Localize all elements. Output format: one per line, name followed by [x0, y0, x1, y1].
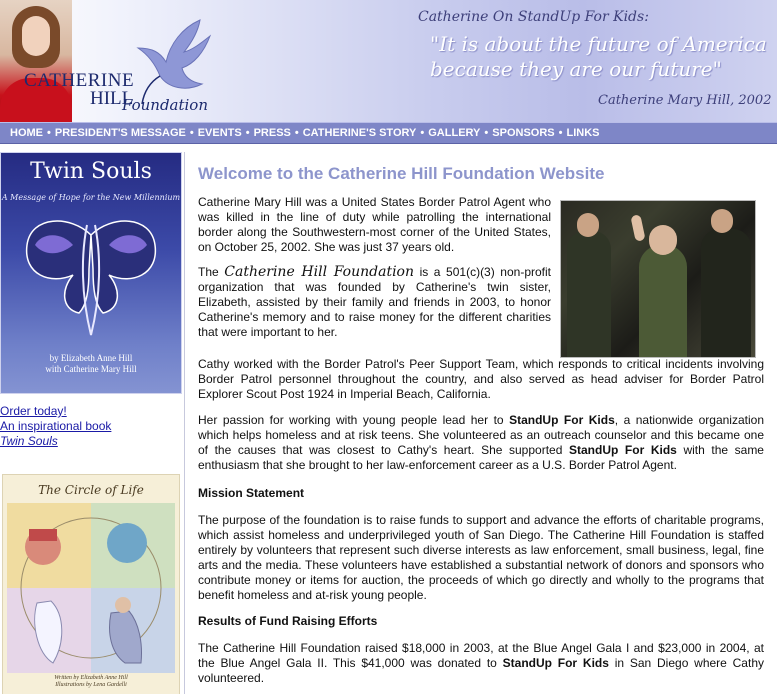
catherine-portrait-image: [0, 0, 72, 122]
nav-separator: •: [47, 127, 51, 139]
book-cover-subtitle: A Message of Hope for the New Millennium: [1, 193, 181, 202]
standup-for-kids-text: StandUp For Kids: [568, 443, 677, 457]
nav-link-sponsors[interactable]: SPONSORS: [492, 127, 555, 139]
nav-item-press: [250, 127, 299, 139]
nav-item-sponsors: [488, 127, 562, 139]
fund-raising-heading: Results of Fund Raising Efforts: [198, 614, 378, 628]
circle-of-life-title: The Circle of Life: [38, 483, 144, 497]
fund-raising-paragraph: [198, 641, 764, 686]
photo-agent-left: [567, 231, 611, 357]
mission-statement-heading: Mission Statement: [198, 486, 305, 500]
border-patrol-ceremony-photo: [560, 200, 756, 358]
foundation-para-pre: The: [198, 265, 219, 279]
nav-separator: •: [420, 127, 425, 139]
book-order-links: [0, 404, 182, 449]
inspirational-book-link[interactable]: An inspirational book: [0, 419, 112, 433]
photo-raised-hand: [630, 214, 645, 242]
column-divider: [184, 152, 185, 694]
photo-agent-center: [639, 245, 687, 357]
foundation-paragraph: [198, 265, 551, 340]
nav-link-gallery[interactable]: GALLERY: [428, 127, 481, 139]
quote-text: "It is about the future of America because they are our future": [430, 32, 767, 81]
photo-agent-center-head: [649, 225, 677, 255]
circle-byline-author: Written by Elizabeth Anne Hill: [54, 675, 128, 681]
circle-of-life-book-cover[interactable]: [2, 474, 180, 694]
logo-foundation-text: Foundation: [122, 96, 209, 114]
standup-for-kids-text: StandUp For Kids: [502, 656, 609, 670]
nav-item-gallery: [424, 127, 488, 139]
quote-author: Catherine Mary Hill, 2002: [598, 93, 772, 108]
nav-separator: •: [245, 127, 250, 139]
book-cover-byline: [1, 353, 181, 375]
standup-paragraph: [198, 413, 764, 473]
book-byline-coauthor: with Catherine Mary Hill: [45, 364, 137, 374]
twin-souls-butterfly-icon: [21, 205, 161, 345]
nav-link-presidents-message[interactable]: PRESIDENT'S MESSAGE: [54, 127, 186, 139]
results-para-a: The Catherine Hill Foundation raised $18,000 in 2003, at the Blue Angel Gala I and $23,000 in 2004, at the Blue Angel Gala II. This $41,000 was donated to: [198, 641, 764, 670]
photo-agent-right-head: [711, 209, 733, 233]
twin-souls-book-cover[interactable]: [0, 152, 182, 394]
standup-para-a: Her passion for working with young people lead her to: [198, 413, 504, 427]
standup-para-e: with the same enthusiasm that she brought to her law-enforcement career as a U.S. Border Patrol Agent.: [198, 443, 764, 472]
nav-link-links[interactable]: LINKS: [566, 127, 600, 139]
peer-support-paragraph: Cathy worked with the Border Patrol's Peer Support Team, which responds to critical incidents involving Border Patrol personnel throughout the country, and also served as head adviser for Border Patrol Explorer Scout Post 1924 in Imperial Beach, California.: [198, 357, 764, 401]
sidebar: [0, 152, 182, 694]
nav-link-catherines-story[interactable]: CATHERINE'S STORY: [302, 127, 417, 139]
portrait-face: [22, 16, 50, 56]
nav-separator: •: [294, 127, 299, 139]
photo-agent-right: [701, 229, 751, 357]
book-byline-author: by Elizabeth Anne Hill: [49, 353, 133, 363]
book-cover-title: Twin Souls: [30, 159, 152, 184]
twin-souls-link[interactable]: Twin Souls: [0, 434, 58, 448]
logo-hill-text: HILL: [90, 88, 134, 109]
circle-of-life-byline: [3, 675, 179, 689]
circle-byline-illustrator: Illustrations by Lena Gardelli: [55, 682, 127, 688]
nav-link-home[interactable]: HOME: [10, 127, 43, 139]
results-para-c: in San Diego where Cathy volunteered.: [198, 656, 764, 685]
site-header: [0, 0, 777, 122]
standup-para-c: , a nationwide organization which helps homeless and at risk teens. She volunteered as an outreach counselor and this became one of the causes that was closest to Cathy's heart. She supported: [198, 413, 764, 457]
logo-catherine-text: CATHERINE: [24, 70, 135, 91]
page-title: Welcome to the Catherine Hill Foundation Website: [198, 164, 605, 183]
circle-of-life-illustration-icon: [7, 503, 175, 673]
nav-item-presidents-message: [51, 127, 194, 139]
nav-separator: •: [484, 127, 489, 139]
nav-item-events: [194, 127, 250, 139]
nav-link-press[interactable]: PRESS: [253, 127, 291, 139]
nav-separator: •: [189, 127, 194, 139]
angel-bird-logo-icon: [130, 18, 220, 108]
main-content: [198, 152, 764, 694]
photo-agent-left-head: [577, 213, 599, 237]
standup-for-kids-text: StandUp For Kids: [509, 413, 615, 427]
mission-statement-paragraph: The purpose of the foundation is to raise funds to support and advance the efforts of charitable programs, which assist homeless and underprivileged youth of San Diego. The Catherine Hill Foundation is staffed entirely by volunteers that represent such diverse interests as law enforcement, small business, legal, fine arts and the media. These volunteers have established a substantial network of donors and sponsors who contribute money or items for auction, the proceeds of which go directly and wholly to the programs that benefit homeless and at-risk young people.: [198, 513, 764, 602]
foundation-para-post: is a 501(c)(3) non-profit organization that was founded by Catherine's twin sister, Elizabeth, assisted by their family and friends in 2003, to honor Catherine's memory and to raise money for the different charities that were important to her.: [198, 265, 551, 339]
nav-item-catherines-story: [299, 127, 425, 139]
main-navigation: [0, 122, 777, 144]
quote-intro: Catherine On StandUp For Kids:: [418, 9, 649, 25]
order-today-link[interactable]: Order today!: [0, 404, 67, 418]
nav-item-links: [562, 127, 603, 139]
nav-item-home: [6, 127, 51, 139]
nav-separator: •: [558, 127, 563, 139]
intro-paragraph: Catherine Mary Hill was a United States Border Patrol Agent who was killed in the line of duty while patrolling the international border along the Southwestern-most corner of the United States, on October 25, 2002. She was just 37 years old.: [198, 195, 551, 254]
nav-link-events[interactable]: EVENTS: [197, 127, 242, 139]
foundation-brand-name: Catherine Hill Foundation: [224, 264, 414, 280]
